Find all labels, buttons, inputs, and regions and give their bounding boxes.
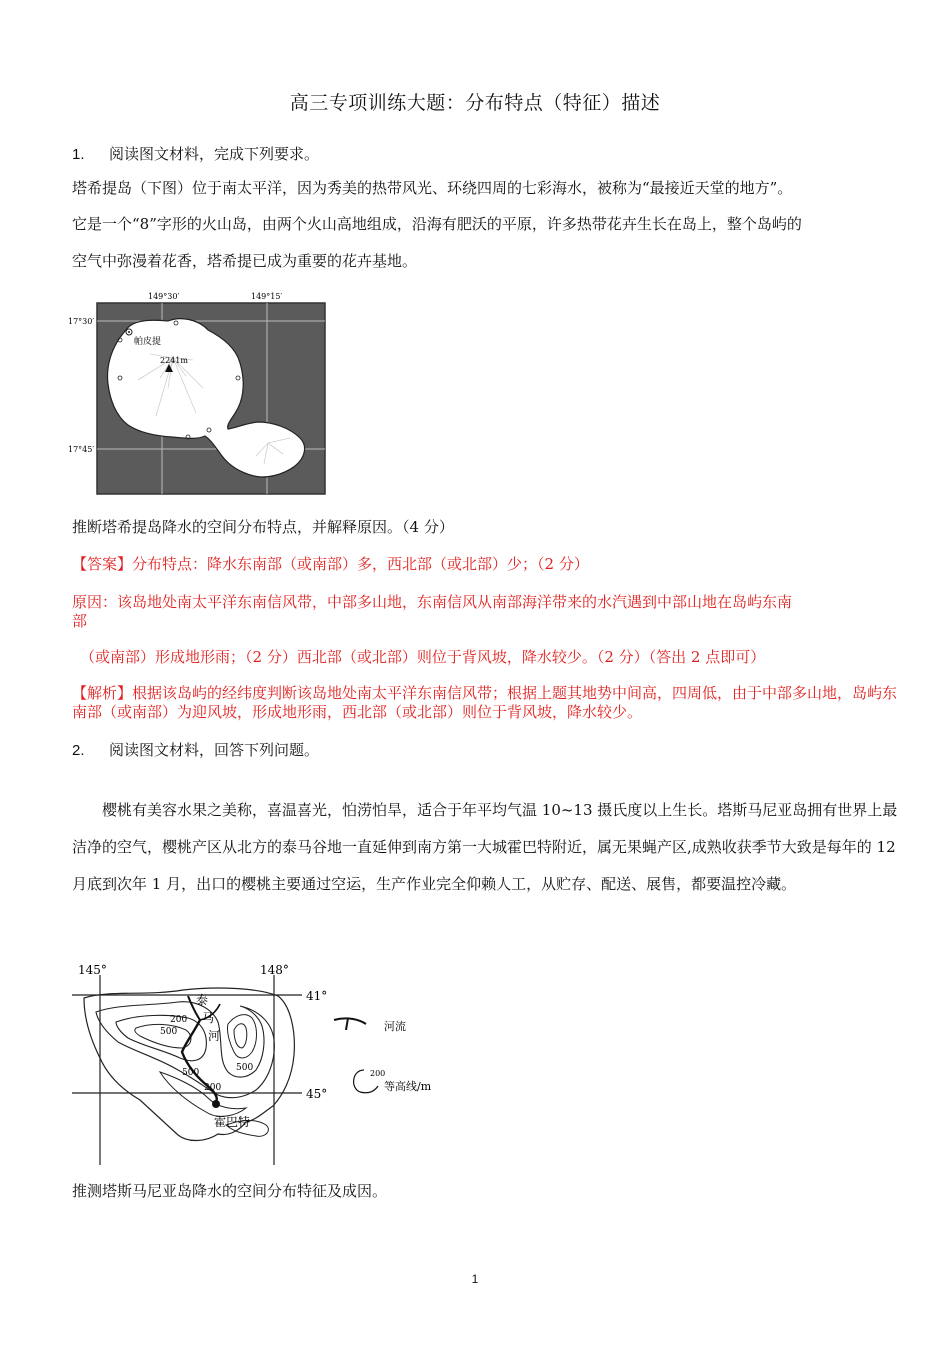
map2-valley-label-1: 泰 xyxy=(196,993,209,1007)
tahiti-map xyxy=(68,288,330,498)
map2-contour-200a: 200 xyxy=(170,1015,188,1025)
page-number: 1 xyxy=(471,1272,479,1286)
map1-city-label: 帕皮提 xyxy=(134,337,162,347)
map2-legend-contour-value: 200 xyxy=(370,1069,386,1078)
q1-header xyxy=(72,143,902,164)
q1-material-line-1: 塔希提岛（下图）位于南太平洋，因为秀美的热带风光、环绕四周的七彩海水，被称为“最接近天堂的地方”。 xyxy=(72,179,793,197)
map2-lon-left-label: 145° xyxy=(78,963,107,977)
map2-valley-label-3: 河 xyxy=(208,1029,221,1043)
q1-number: 1. xyxy=(72,146,85,163)
q2-material: 樱桃有美容水果之美称，喜温喜光，怕涝怕旱，适合于年平均气温 10~13 摄氏度以上生长。塔斯马尼亚岛拥有世界上最洁净的空气，樱桃产区从北方的泰马谷地一直延伸到南方第一大城霍巴特附近，属无果蝇产区,成熟收获季节大致是每年的 12 月底到次年 1 月，出口的樱桃主要通过空运，生产作业完全仰赖人工，从贮存、配送、展售，都要温控冷藏。 xyxy=(72,801,898,893)
q1-answer-line-3: （或南部）形成地形雨；（2 分）西北部（或北部）则位于背风坡，降水较少。（2 分）（答出 2 点即可） xyxy=(80,648,766,666)
q1-material-line-2: 它是一个“8”字形的火山岛，由两个火山高地组成，沿海有肥沃的平原，许多热带花卉生长在岛上，整个岛屿的 xyxy=(72,215,802,233)
map2-legend-river-label: 河流 xyxy=(384,1020,406,1033)
q1-material-line-3: 空气中弥漫着花香，塔希提已成为重要的花卉基地。 xyxy=(72,252,418,270)
q2-header xyxy=(72,739,902,760)
map2-valley-label-2: 马 xyxy=(202,1011,215,1025)
q1-answer-line-2b: 部 xyxy=(72,612,88,630)
map2-contour-200b: 200 xyxy=(204,1083,222,1093)
q2-intro: 阅读图文材料，回答下列问题。 xyxy=(109,741,320,759)
map2-lat-top-label: 41° xyxy=(306,989,328,1003)
q1-analysis: 【解析】根据该岛屿的经纬度判断该岛地处南太平洋东南信风带；根据上题其地势中间高，四周低，由于中部多山地，岛屿东南部（或南部）为迎风坡，形成地形雨，西北部（或北部）则位于背风坡，降水较少。 xyxy=(72,684,898,721)
map1-lat-top-label: 17°30′ xyxy=(68,317,95,326)
map2-contour-500b: 500 xyxy=(236,1063,254,1073)
map2-lat-bottom-label: 45° xyxy=(306,1087,328,1101)
map1-lon-right-label: 149°15′ xyxy=(251,292,283,301)
q1-answer-line-2: 原因：该岛地处南太平洋东南信风带，中部多山地，东南信风从南部海洋带来的水汽遇到中部山地在岛屿东南 xyxy=(72,593,793,611)
q1-question: 推断塔希提岛降水的空间分布特点，并解释原因。（4 分） xyxy=(72,518,454,536)
q2-question: 推测塔斯马尼亚岛降水的空间分布特征及成因。 xyxy=(72,1182,388,1200)
map2-lon-right-label: 148° xyxy=(260,963,289,977)
map1-peak-label: 2241m xyxy=(160,356,188,365)
map2-contour-500a: 500 xyxy=(160,1027,178,1037)
map1-lon-left-label: 149°30′ xyxy=(148,292,180,301)
map2-legend-contour-label: 等高线/m xyxy=(384,1080,432,1093)
q1-answer-line-1: 【答案】分布特点：降水东南部（或南部）多，西北部（或北部）少；（2 分） xyxy=(72,555,589,573)
q2-number: 2. xyxy=(72,742,85,759)
map1-lat-bottom-label: 17°45′ xyxy=(68,445,95,454)
tasmania-map xyxy=(68,960,458,1170)
map2-city-label: 霍巴特 xyxy=(214,1115,251,1129)
page-title: 高三专项训练大题：分布特点（特征）描述 xyxy=(289,92,661,114)
map2-contour-500c: 500 xyxy=(182,1068,200,1078)
q1-intro: 阅读图文材料，完成下列要求。 xyxy=(109,145,320,163)
